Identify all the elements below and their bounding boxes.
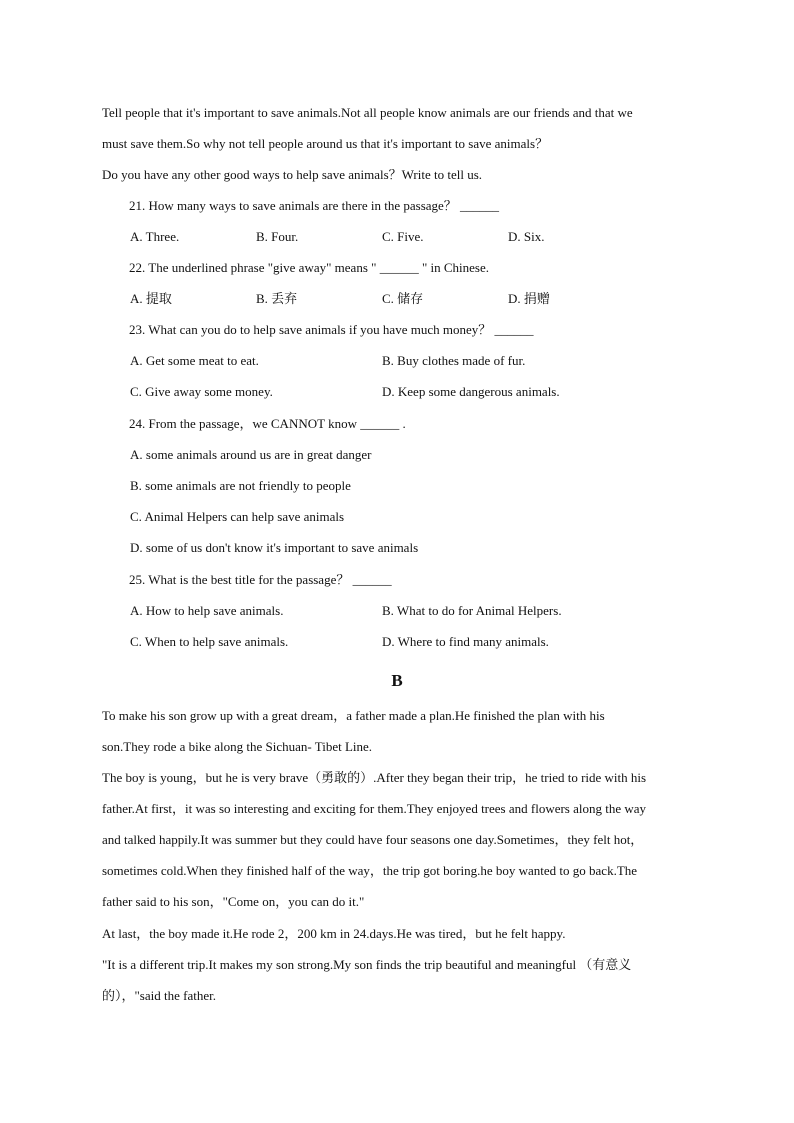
passage-b-line-7: father said to his son，"Come on，you can do it." [102, 894, 365, 909]
passage-b-line-9: "It is a different trip.It makes my son strong.My son finds the trip beautiful and meaningful （有意义 [102, 957, 632, 972]
passage-b-line-5: and talked happily.It was summer but they could have four seasons one day.Sometimes，they felt hot， [102, 832, 644, 847]
question-23-option-a: A. Get some meat to eat. [130, 353, 259, 368]
question-22-option-a: A. 提取 [130, 291, 172, 306]
passage-b-line-8: At last，the boy made it.He rode 2，200 km in 24.days.He was tired，but he felt happy. [102, 926, 566, 941]
question-23-option-b: B. Buy clothes made of fur. [382, 353, 526, 368]
question-22-option-d: D. 捐赠 [508, 291, 550, 306]
passage-b-line-2: son.They rode a bike along the Sichuan- Tibet Line. [102, 739, 373, 754]
section-b-heading: B [391, 671, 403, 690]
question-24-option-a: A. some animals around us are in great danger [130, 447, 372, 462]
intro-line-1: Tell people that it's important to save animals.Not all people know animals are our friends and that we [102, 105, 633, 120]
passage-b-line-1: To make his son grow up with a great dream，a father made a plan.He finished the plan with his [102, 708, 605, 723]
question-24-option-b: B. some animals are not friendly to people [130, 478, 351, 493]
question-25-option-a: A. How to help save animals. [130, 603, 284, 618]
question-21-option-c: C. Five. [382, 229, 424, 244]
question-23-option-d: D. Keep some dangerous animals. [382, 384, 560, 399]
passage-b-line-10: 的），"said the father. [102, 988, 216, 1003]
passage-b-line-3: The boy is young，but he is very brave（勇敢的）.After they began their trip，he tried to ride with his [102, 770, 647, 785]
question-21-option-d: D. Six. [508, 229, 545, 244]
question-22-stem: 22. The underlined phrase "give away" means " ______ " in Chinese. [129, 260, 489, 275]
intro-line-2: must save them.So why not tell people around us that it's important to save animals？ [102, 136, 549, 151]
question-24-option-c: C. Animal Helpers can help save animals [130, 509, 345, 524]
question-25-option-b: B. What to do for Animal Helpers. [382, 603, 562, 618]
question-22-option-b: B. 丢弃 [256, 291, 298, 306]
question-23-stem: 23. What can you do to help save animals if you have much money？ ______ [129, 322, 534, 337]
intro-line-3: Do you have any other good ways to help save animals？Write to tell us. [102, 167, 483, 182]
question-22-option-c: C. 储存 [382, 291, 424, 306]
passage-b-line-4: father.At first，it was so interesting and exciting for them.They enjoyed trees and flowers along the way [102, 801, 647, 816]
question-21-option-b: B. Four. [256, 229, 299, 244]
question-24-option-d: D. some of us don't know it's important to save animals [130, 540, 419, 555]
question-21-stem: 21. How many ways to save animals are there in the passage？ ______ [129, 198, 500, 213]
question-25-option-c: C. When to help save animals. [130, 634, 289, 649]
question-25-option-d: D. Where to find many animals. [382, 634, 549, 649]
question-21-option-a: A. Three. [130, 229, 180, 244]
question-23-option-c: C. Give away some money. [130, 384, 273, 399]
question-24-stem: 24. From the passage，we CANNOT know ______ . [129, 416, 406, 431]
passage-b-line-6: sometimes cold.When they finished half of the way，the trip got boring.he boy wanted to go back.The [102, 863, 638, 878]
question-25-stem: 25. What is the best title for the passage？ ______ [129, 572, 392, 587]
